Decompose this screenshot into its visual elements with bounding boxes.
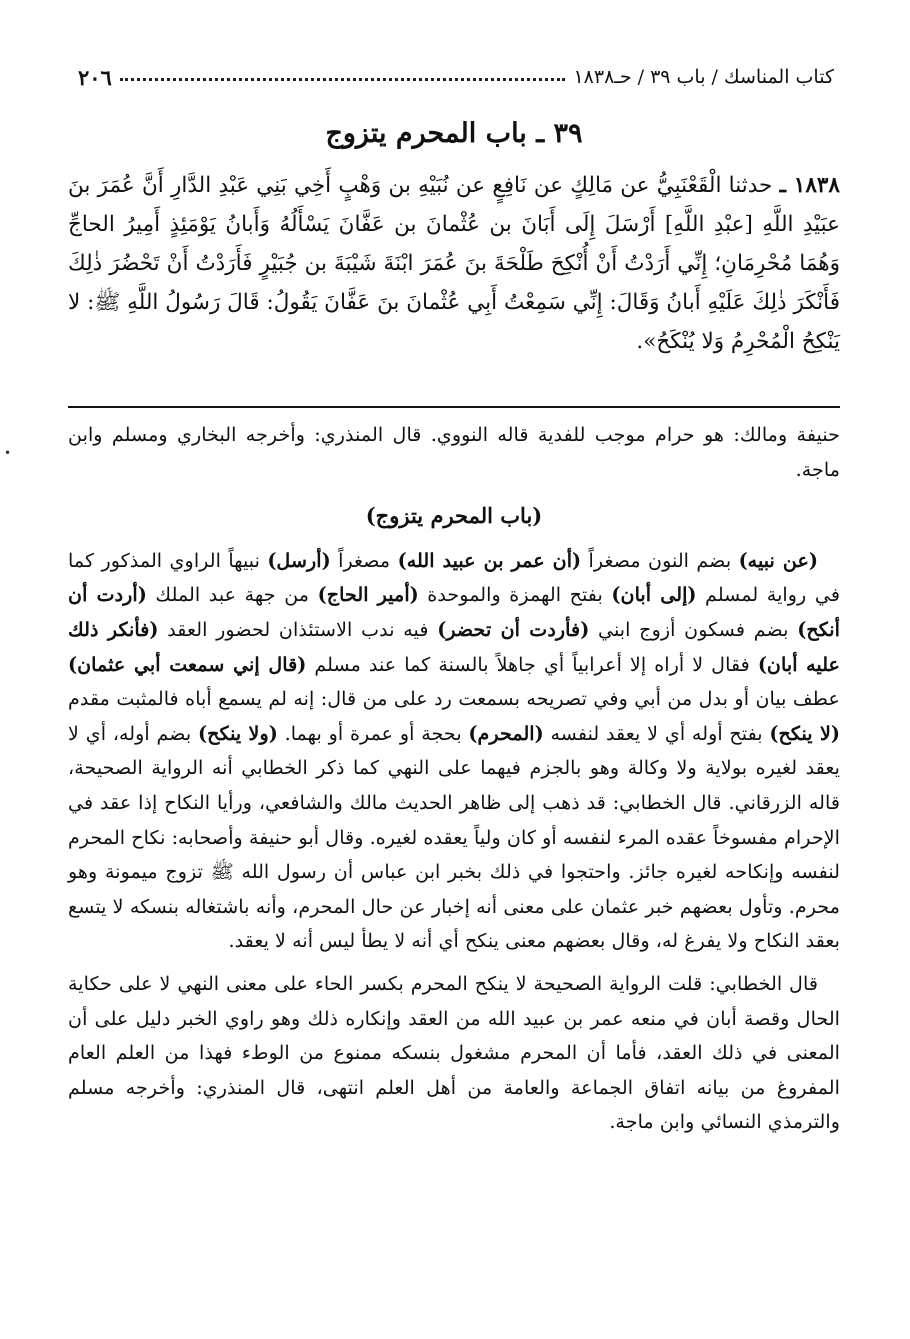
commentary-run: نبيهاً الراوي المذكور كما في رواية لمسلم <box>68 548 840 607</box>
lemma-bold: (المحرم) <box>468 721 544 745</box>
running-header <box>68 60 840 94</box>
commentary-run: بفتح الهمزة والموحدة <box>418 583 612 607</box>
hadith-body: حدثنا الْقَعْنَبِيُّ عن مَالِكٍ عن نَافِعٍ عن نُبَيْهِ بن وَهْبٍ أَخِي بَنِي عَبْدِ الدَّارِ أَنَّ عُمَرَ بنَ عبَيْدِ اللَّهِ [عبْدِ اللَّهِ] أَرْسَلَ إِلَى أَبَانَ بن عُثْمانَ بن عَفَّانَ يَسْأَلُهُ وَأَبانُ يَوْمَئِذٍ أَمِيرُ الحاجِّ وَهُمَا مُحْرِمَانِ؛ إِنِّي أَرَدْتُ أَنْ أُنْكِحَ طَلْحَةَ بنَ عُمَرَ ابْنَةَ شَيْبَةَ بن جُبَيْرٍ فَأَرَدْتُ أَنْ تَحْضُرَ ذٰلِكَ فَأَنْكَرَ ذٰلِكَ عَلَيْهِ أَبانُ وَقَالَ: إِنِّي سَمِعْتُ أَبِي عُثْمانَ بنَ عَفَّانَ يَقُولُ: قَالَ رَسُولُ اللَّهِ ﷺ: لا يَنْكِحُ الْمُحْرِمُ وَلا يُنْكَحُ». <box>68 173 840 354</box>
lemma-bold: (أرسل) <box>267 548 331 572</box>
lemma-bold: (أردت أن أنكح) <box>68 583 840 641</box>
lemma-bold: (فأنكر ذلك عليه أبان) <box>68 617 841 676</box>
commentary-run: عطف بيان أو بدل من أبي وفي تصريحه بسمعت رد على من قال: إنه لم يسمع أباه فالمثبت مقدم <box>68 687 840 711</box>
breadcrumb: كتاب المناسك / باب ٣٩ / حـ١٨٣٨ <box>573 66 834 88</box>
header-dotted-leader <box>120 78 566 81</box>
commentary-run: بضم فسكون أزوج ابني <box>589 617 798 641</box>
hadith-text <box>68 166 840 361</box>
hadith-number: ١٨٣٨ ـ <box>779 173 840 198</box>
page-number: ٢٠٦ <box>78 64 112 90</box>
commentary-run: بفتح أوله أي لا يعقد لنفسه <box>543 721 770 745</box>
commentary-sub-title: (باب المحرم يتزوج) <box>365 503 543 529</box>
lemma-bold: (لا ينكح) <box>769 721 840 745</box>
commentary-run: بضم النون مصغراً <box>581 548 739 572</box>
lemma-bold: (فأردت أن تحضر) <box>437 617 590 641</box>
lemma-bold: (عن نبيه) <box>738 548 818 572</box>
commentary-run: فيه ندب الاستئذان لحضور العقد <box>158 617 438 641</box>
commentary-paragraph-1 <box>68 544 840 959</box>
lemma-bold: (إلى أبان) <box>611 583 697 607</box>
chapter-title: ٣٩ ـ باب المحرم يتزوج <box>325 118 583 149</box>
lemma-bold: (ولا ينكح) <box>198 721 278 745</box>
lemma-bold: (أمير الحاج) <box>317 583 419 607</box>
commentary-run: بحجة أو عمرة أو بهما. <box>277 721 469 745</box>
commentary-run: فقال لا أراه إلا أعرابياً أي جاهلاً بالسنة كما عند مسلم <box>306 652 758 676</box>
lemma-bold: (قال إني سمعت أبي عثمان) <box>68 652 307 676</box>
margin-mark: • <box>4 446 12 460</box>
commentary <box>68 418 840 1140</box>
commentary-carry-over: حنيفة ومالك: هو حرام موجب للفدية قاله النووي. قال المنذري: وأخرجه البخاري ومسلم وابن ماجة. <box>68 423 840 481</box>
lemma-bold: (أن عمر بن عبيد الله) <box>397 548 582 572</box>
commentary-run: من جهة عبد الملك <box>146 583 318 607</box>
commentary-run: بضم أوله، أي لا يعقد لغيره بولاية ولا وكالة وهو بالجزم فيهما على النهي كما ذكر الخطابي أنه الرواية الصحيحة، قاله الزرقاني. قال الخطابي: قد ذهب إلى ظاهر الحديث مالك والشافعي، ورأيا النكاح إذا عقد في الإحرام مفسوخاً عقده المرء لنفسه أو كان ولياً يعقده لغيره. وقال أبو حنيفة وأصحابه: نكاح المحرم لنفسه وإنكاحه لغيره جائز. واحتجوا في ذلك بخبر ابن عباس أن رسول الله ﷺ تزوج ميمونة وهو محرم. وتأول بعضهم خبر عثمان على معنى أنه إخبار عن حال المحرم، وأنه باشتغاله بنسكه لا يتسع بعقد النكاح ولا يفرغ له، وقال بعضهم معنى ينكح أي أنه لا يطأ ليس أنه لا يعقد. <box>68 721 840 953</box>
footnote-divider <box>68 406 840 408</box>
commentary-run: مصغراً <box>330 548 398 572</box>
commentary-paragraph-2: قال الخطابي: قلت الرواية الصحيحة لا ينكح المحرم بكسر الحاء على معنى النهي لا على حكاية الحال وقصة أبان في منعه عمر بن عبيد الله من العقد وإنكاره ذلك وهو راوي الخبر دليل على أن المعنى في ذلك العقد، فأما أن المحرم مشغول بنسكه ممنوع من الوطء فهذا من العلم العام المفروغ من بيانه اتفاق الجماعة والعامة من أهل العلم انتهى، قال المنذري: وأخرجه مسلم والترمذي النسائي وابن ماجة. <box>68 971 840 1134</box>
